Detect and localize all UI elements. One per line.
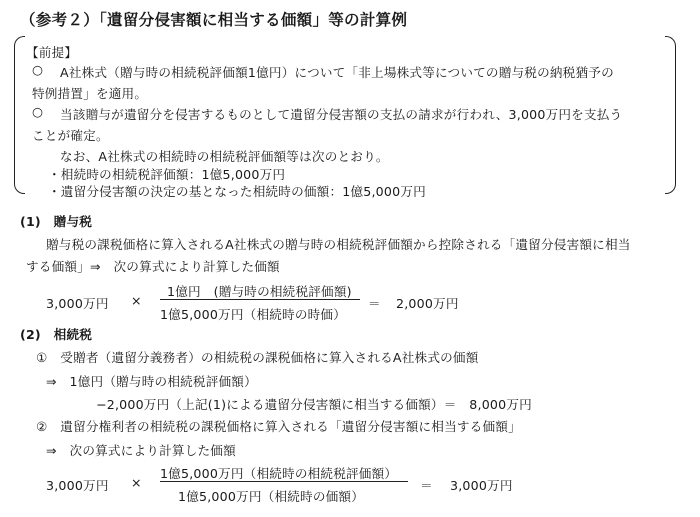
section1-heading: (1) 贈与税 bbox=[20, 214, 93, 229]
section1-paragraph: する価額」⇒ 次の算式により計算した価額 bbox=[26, 259, 280, 274]
calc1-result: 2,000万円 bbox=[396, 296, 459, 311]
calc2-lhs: 3,000万円 bbox=[46, 478, 109, 493]
circle-marker: ○ bbox=[32, 104, 44, 119]
calc2-denominator: 1億5,000万円（相続時の価額） bbox=[178, 489, 364, 504]
section2-item-detail: ⇒ 1億円（贈与時の相続税評価額） bbox=[46, 374, 257, 389]
page-title: （参考２）「遺留分侵害額に相当する価額」等の計算例 bbox=[20, 11, 408, 29]
premise-bullet: ・相続時の相続税評価額：1億5,000万円 bbox=[48, 167, 286, 182]
section2-item: ② 遺留分権利者の相続税の課税価格に算入される「遺留分侵害額に相当する価額」 bbox=[36, 419, 521, 434]
premise-line: 当該贈与が遺留分を侵害するものとして遺留分侵害額の支払の請求が行われ、3,000万円を支払う bbox=[60, 107, 623, 122]
calc1-numerator: 1億円 (贈与時の相続税評価額) bbox=[167, 284, 352, 299]
fraction-bar bbox=[160, 299, 360, 300]
calc2-numerator: 1億5,000万円（相続時の相続税評価額） bbox=[160, 466, 398, 481]
section2-item: ① 受贈者（遺留分義務者）の相続税の課税価格に算入されるA社株式の価額 bbox=[36, 350, 479, 365]
fraction-bar bbox=[160, 481, 408, 482]
calc2-result: 3,000万円 bbox=[450, 478, 513, 493]
times-sign: × bbox=[131, 475, 142, 490]
equals-sign: ＝ bbox=[420, 478, 433, 493]
times-sign: × bbox=[131, 293, 142, 308]
equals-sign: ＝ bbox=[368, 296, 381, 311]
section2-item-detail: −2,000万円（上記(1)による遺留分侵害額に相当する価額）＝ 8,000万円 bbox=[96, 397, 532, 412]
premise-line: ことが確定。 bbox=[32, 128, 109, 143]
calc1-lhs: 3,000万円 bbox=[46, 296, 109, 311]
section2-item-detail: ⇒ 次の算式により計算した価額 bbox=[46, 443, 236, 458]
section2-heading: (2) 相続税 bbox=[20, 327, 93, 342]
premise-bracket-right bbox=[665, 36, 676, 194]
section1-paragraph: 贈与税の課税価格に算入されるA社株式の贈与時の相続税評価額から控除される「遺留分侵害額に相当 bbox=[46, 237, 631, 252]
circle-marker: ○ bbox=[32, 62, 44, 77]
calc1-denominator: 1億5,000万円（相続時の時価） bbox=[160, 307, 346, 322]
premise-bullet: ・遺留分侵害額の決定の基となった相続時の価額：1億5,000万円 bbox=[48, 184, 426, 199]
premise-line: なお、A社株式の相続時の相続税評価額等は次のとおり。 bbox=[60, 149, 389, 164]
premise-header: 【前提】 bbox=[26, 45, 78, 60]
premise-line: 特例措置」を適用。 bbox=[32, 86, 148, 101]
premise-line: A社株式（贈与時の相続税評価額1億円）について「非上場株式等についての贈与税の納税猶予の bbox=[60, 65, 614, 80]
premise-bracket-left bbox=[14, 36, 25, 194]
